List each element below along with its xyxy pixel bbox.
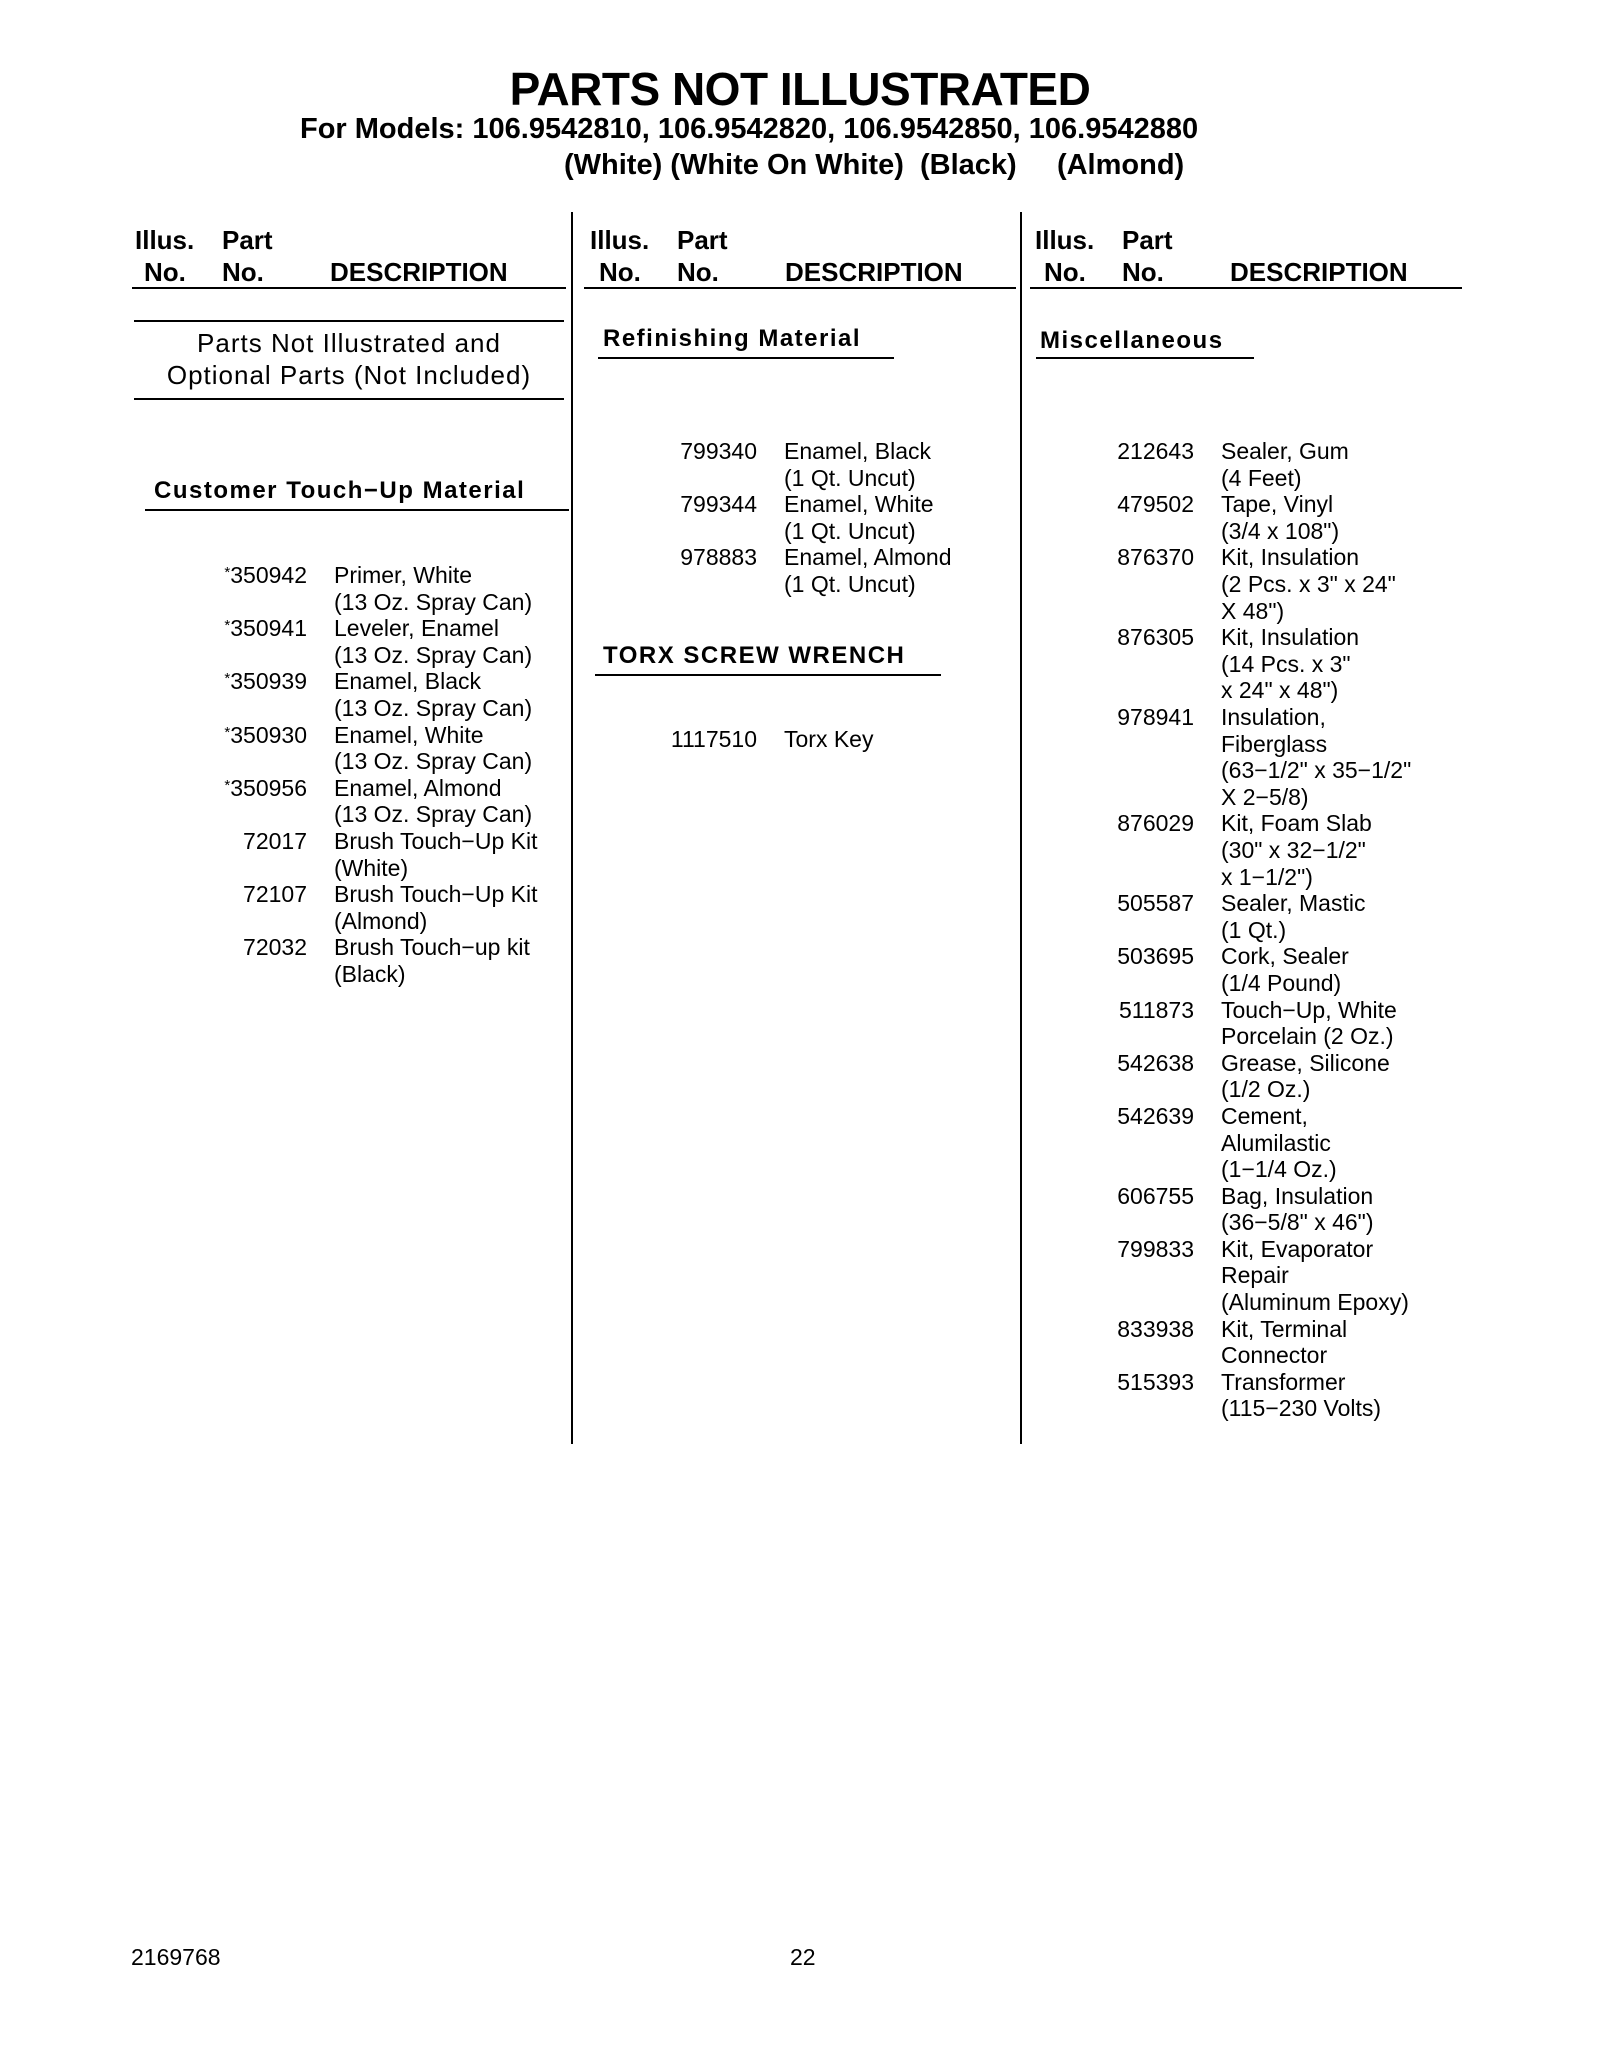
part-number-value: 799833 xyxy=(1117,1235,1194,1262)
description-line: (36−5/8" x 46") xyxy=(1221,1209,1374,1236)
part-number xyxy=(0,810,1194,837)
parts-list-misc xyxy=(0,438,1500,1422)
part-number xyxy=(0,491,1194,518)
optional-parts-line-2: Optional Parts (Not Included) xyxy=(166,360,532,390)
asterisk-note: * xyxy=(224,670,231,688)
description-line: Brush Touch−up kit xyxy=(334,934,530,961)
description-line: Enamel, Almond xyxy=(784,544,952,571)
part-number-value: 72032 xyxy=(243,934,307,961)
header-rule-1 xyxy=(132,287,566,289)
part-number-value: 479502 xyxy=(1117,491,1194,518)
parts-row xyxy=(0,704,1500,810)
part-number-value: 350956 xyxy=(230,774,307,801)
part-description xyxy=(1221,997,1397,1050)
asterisk-note: * xyxy=(224,617,231,635)
parts-row xyxy=(0,624,1500,704)
parts-row xyxy=(0,1050,1500,1103)
part-number-value: 503695 xyxy=(1117,943,1194,970)
part-description xyxy=(1221,810,1372,890)
description-line: Grease, Silicone xyxy=(1221,1049,1390,1076)
parts-row xyxy=(0,890,1500,943)
part-number xyxy=(0,624,1194,651)
part-number xyxy=(0,1236,1194,1263)
part-description xyxy=(1221,1236,1409,1316)
asterisk-note: * xyxy=(224,564,231,581)
description-line: (1/4 Pound) xyxy=(1221,969,1342,996)
models-line: For Models: 106.9542810, 106.9542820, 106.9542850, 106.9542880 xyxy=(300,113,1199,145)
description-line: (1 Qt.) xyxy=(1221,916,1287,943)
header-illus: Illus. xyxy=(135,225,195,255)
description-line: (13 Oz. Spray Can) xyxy=(334,588,533,615)
description-line: Insulation, xyxy=(1221,703,1326,730)
description-line: Leveler, Enamel xyxy=(334,615,499,642)
description-line: Touch−Up, White xyxy=(1221,996,1397,1023)
page-number: 22 xyxy=(790,1944,816,1970)
document-number: 2169768 xyxy=(131,1944,221,1970)
part-description xyxy=(1221,491,1339,544)
parts-row xyxy=(0,544,1500,624)
part-description xyxy=(1221,544,1396,624)
part-number-value: 72017 xyxy=(243,827,307,854)
description-line: (13 Oz. Spray Can) xyxy=(334,801,533,828)
part-number-value: 876029 xyxy=(1117,810,1194,837)
section-torx-screw-wrench: TORX SCREW WRENCH xyxy=(603,642,906,669)
section-customer-touch-up: Customer Touch−Up Material xyxy=(154,477,526,504)
part-number xyxy=(0,943,1194,970)
description-line: Kit, Terminal xyxy=(1221,1315,1348,1342)
part-number-value: 876305 xyxy=(1117,624,1194,651)
description-line: Kit, Foam Slab xyxy=(1221,810,1372,837)
header-illus: Illus. xyxy=(1035,225,1095,255)
section-rule-refinishing xyxy=(598,357,894,359)
header-rule-3 xyxy=(1030,287,1462,289)
header-no1: No. xyxy=(1044,257,1086,287)
part-number xyxy=(0,438,1194,465)
header-description: DESCRIPTION xyxy=(785,257,963,287)
part-number-value: 511873 xyxy=(1118,996,1194,1023)
part-description xyxy=(1221,1316,1347,1369)
parts-row xyxy=(0,810,1500,890)
description-line: Sealer, Mastic xyxy=(1221,890,1366,917)
description-line: Kit, Insulation xyxy=(1221,624,1360,651)
asterisk-note: * xyxy=(224,776,231,794)
description-line: Kit, Insulation xyxy=(1221,544,1360,571)
description-line: Kit, Evaporator xyxy=(1221,1235,1374,1262)
description-line: X 2−5/8) xyxy=(1221,783,1309,810)
part-number-value: 542638 xyxy=(1117,1049,1194,1076)
optional-parts-note xyxy=(134,327,564,391)
part-description xyxy=(1221,1369,1381,1422)
header-no1: No. xyxy=(599,257,641,287)
optional-parts-line-1: Parts Not Illustrated and xyxy=(197,328,501,358)
part-number xyxy=(0,997,1194,1024)
description-line: Fiberglass xyxy=(1221,730,1328,757)
colors-line: (White) (White On White) (Black) (Almond) xyxy=(564,149,1185,181)
parts-row xyxy=(0,1183,1500,1236)
part-number-value: 515393 xyxy=(1117,1368,1194,1395)
description-line: x 1−1/2") xyxy=(1221,863,1313,890)
header-part: Part xyxy=(1122,225,1173,255)
header-part: Part xyxy=(222,225,273,255)
header-illus: Illus. xyxy=(590,225,650,255)
part-description xyxy=(1221,943,1349,996)
section-refinishing-material: Refinishing Material xyxy=(603,325,862,352)
description-line: (1−1/4 Oz.) xyxy=(1221,1156,1337,1183)
header-rule-2 xyxy=(584,287,1016,289)
header-no2: No. xyxy=(222,257,264,287)
description-line: (63−1/2" x 35−1/2" xyxy=(1221,757,1412,784)
description-line: (White) xyxy=(334,854,409,881)
description-line: (Black) xyxy=(334,960,406,987)
description-line: Bag, Insulation xyxy=(1221,1182,1374,1209)
part-number xyxy=(0,704,1194,731)
parts-row xyxy=(0,1369,1500,1422)
description-line: (1 Qt. Uncut) xyxy=(784,517,916,544)
part-number-value: 1117510 xyxy=(670,726,757,752)
description-line: (13 Oz. Spray Can) xyxy=(334,694,533,721)
description-line: Enamel, White xyxy=(334,721,484,748)
part-number xyxy=(0,1183,1194,1210)
description-line: Cork, Sealer xyxy=(1221,943,1349,970)
part-number-value: 212643 xyxy=(1117,438,1194,464)
part-number xyxy=(0,890,1194,917)
parts-row xyxy=(0,1103,1500,1183)
asterisk-note: * xyxy=(224,723,231,741)
column-header-3 xyxy=(0,224,1500,286)
part-number-value: 350941 xyxy=(230,615,307,642)
description-line: X 48") xyxy=(1221,597,1285,624)
part-number-value: 72107 xyxy=(243,881,307,908)
box-top-rule xyxy=(134,320,564,322)
part-number xyxy=(0,1103,1194,1130)
parts-row xyxy=(0,997,1500,1050)
description-line: Repair xyxy=(1221,1262,1289,1289)
part-number-value: 978883 xyxy=(680,544,757,571)
description-line: Enamel, White xyxy=(784,491,934,518)
part-number xyxy=(0,1050,1194,1077)
part-number-value: 350939 xyxy=(230,668,307,695)
description-line: Enamel, Black xyxy=(334,668,482,695)
parts-row xyxy=(0,491,1500,544)
part-number-value: 505587 xyxy=(1117,890,1194,917)
description-line: (4 Feet) xyxy=(1221,464,1302,491)
part-number-value: 833938 xyxy=(1117,1315,1194,1342)
description-line: Brush Touch−Up Kit xyxy=(334,827,538,854)
part-description xyxy=(1221,1050,1390,1103)
section-rule-miscellaneous xyxy=(1036,357,1254,359)
header-description: DESCRIPTION xyxy=(330,257,508,287)
description-line: Alumilastic xyxy=(1221,1129,1331,1156)
description-line: (14 Pcs. x 3" xyxy=(1221,650,1351,677)
description-line: (1 Qt. Uncut) xyxy=(784,464,916,491)
description-line: (115−230 Volts) xyxy=(1221,1395,1382,1422)
box-bottom-rule xyxy=(134,398,564,400)
parts-row xyxy=(0,438,1500,491)
part-description xyxy=(1221,1183,1374,1236)
description-line: Tape, Vinyl xyxy=(1221,491,1334,518)
description-line: Brush Touch−Up Kit xyxy=(334,881,538,908)
header-no2: No. xyxy=(1122,257,1164,287)
description-line: (13 Oz. Spray Can) xyxy=(334,641,533,668)
description-line: Transformer xyxy=(1221,1368,1346,1395)
header-no1: No. xyxy=(144,257,186,287)
description-line: Sealer, Gum xyxy=(1221,438,1349,464)
part-number-value: 799340 xyxy=(680,438,757,464)
header-no2: No. xyxy=(677,257,719,287)
part-number-value: 606755 xyxy=(1117,1182,1194,1209)
part-description xyxy=(1221,1103,1337,1183)
description-line: Primer, White xyxy=(334,562,473,588)
part-number-value: 350930 xyxy=(230,721,307,748)
section-miscellaneous: Miscellaneous xyxy=(1040,327,1224,354)
part-number xyxy=(0,1369,1194,1396)
description-line: (1/2 Oz.) xyxy=(1221,1076,1311,1103)
description-line: Enamel, Almond xyxy=(334,774,502,801)
part-description xyxy=(1221,624,1359,704)
part-number xyxy=(0,544,1194,571)
header-part: Part xyxy=(677,225,728,255)
part-description xyxy=(1221,890,1365,943)
description-line: (Almond) xyxy=(334,907,428,934)
part-number-value: 350942 xyxy=(230,562,307,588)
description-line: (30" x 32−1/2" xyxy=(1221,836,1366,863)
description-line: Torx Key xyxy=(784,726,874,752)
description-line: (Aluminum Epoxy) xyxy=(1221,1289,1409,1316)
description-line: (1 Qt. Uncut) xyxy=(784,570,916,597)
description-line: (2 Pcs. x 3" x 24" xyxy=(1221,570,1396,597)
part-number-value: 799344 xyxy=(680,491,757,518)
part-number-value: 876370 xyxy=(1117,544,1194,571)
part-number-value: 542639 xyxy=(1117,1102,1194,1129)
parts-row xyxy=(0,1236,1500,1316)
description-line: Porcelain (2 Oz.) xyxy=(1221,1023,1394,1050)
description-line: Connector xyxy=(1221,1342,1328,1369)
description-line: (3/4 x 108") xyxy=(1221,517,1340,544)
part-description xyxy=(1221,438,1349,491)
page-title: PARTS NOT ILLUSTRATED xyxy=(509,63,1091,115)
parts-row xyxy=(0,943,1500,996)
part-description xyxy=(1221,704,1411,810)
part-number-value: 978941 xyxy=(1117,703,1194,730)
description-line: Enamel, Black xyxy=(784,438,932,464)
description-line: Cement, xyxy=(1221,1102,1308,1129)
header-description: DESCRIPTION xyxy=(1230,257,1408,287)
part-number xyxy=(0,1316,1194,1343)
description-line: (13 Oz. Spray Can) xyxy=(334,748,533,775)
description-line: x 24" x 48") xyxy=(1221,677,1339,704)
parts-row xyxy=(0,1316,1500,1369)
